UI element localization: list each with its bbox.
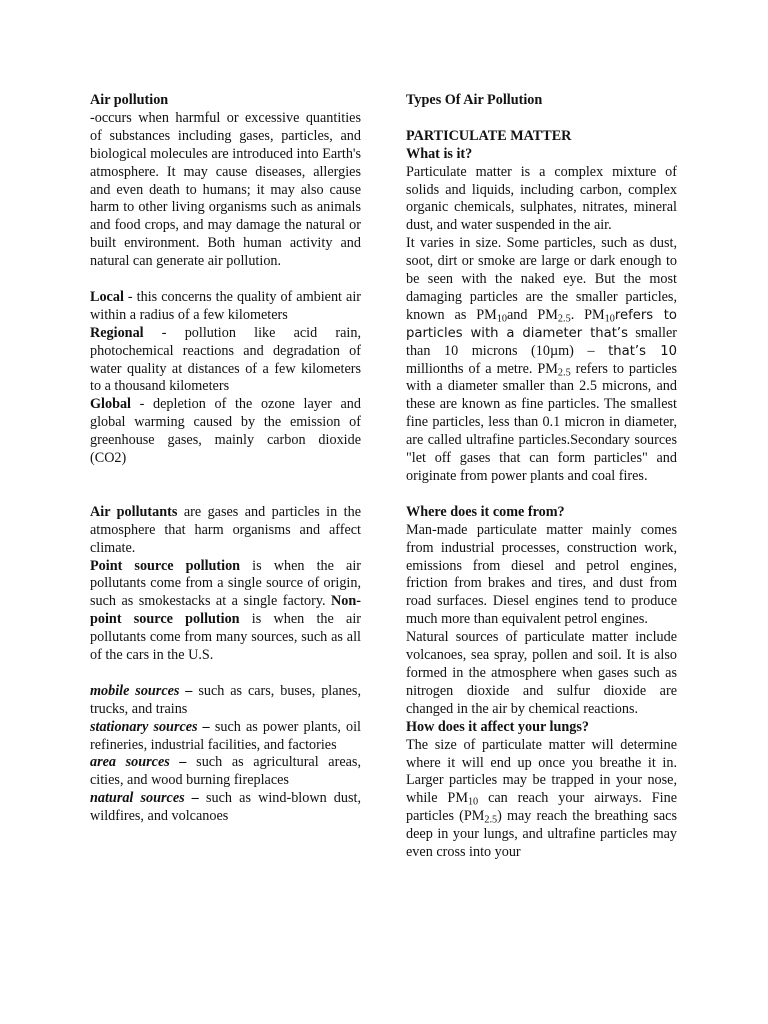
area-sources: area sources – such as agricultural areas, cities, and wood burning fireplaces: [90, 754, 361, 789]
mobile-sources: mobile sources – such as cars, buses, planes, trucks, and trains: [90, 682, 362, 717]
where-heading: Where does it come from?: [406, 503, 565, 520]
particulate-matter-heading: PARTICULATE MATTER: [406, 127, 572, 144]
global-term: Global: [90, 396, 131, 413]
point-source-paragraph: Point source pollution is when the air pollutants come from a single source of origin, such as smokestacks at a single factory. Non-point source pollution is when the air pollutants come from many sources, such as all of the cars in the U.S.: [90, 557, 361, 664]
air-pollutants-paragraph: Air pollutants are gases and particles in the atmosphere that harm organisms and affect climate.: [90, 503, 361, 556]
right-column: [406, 92, 677, 862]
local-scale: Local - this concerns the quality of ambient air within a radius of a few kilometers: [90, 288, 361, 323]
natural-sources: natural sources – such as wind-blown dust, wildfires, and volcanoes: [90, 790, 361, 825]
regional-term: Regional: [90, 324, 144, 341]
air-pollution-definition: -occurs when harmful or excessive quantities of substances including gases, particles, and biological molecules are introduced into Earth's atmosphere. It may cause diseases, allergies and even death to humans; it may also cause harm to other living organisms such as animals and food crops, and may damage the natural or built environment. Both human activity and natural can generate air pollution.: [90, 109, 361, 270]
left-column: [90, 92, 361, 826]
what-is-it-heading: What is it?: [406, 145, 473, 162]
where-paragraph-2: Natural sources of particulate matter include volcanoes, sea spray, pollen and soil. It is also formed in the atmosphere when gases such as nitrogen dioxide and sulfur dioxide are changed in the air by chemical reactions.: [406, 629, 677, 717]
where-paragraph-1: Man-made particulate matter mainly comes from industrial processes, construction work, emissions from diesel and petrol engines, friction from brakes and tires, and dust from road surfaces. Diesel engines tend to produce much more than equivalent petrol engines.: [406, 521, 677, 628]
what-is-it-paragraph-1: Particulate matter is a complex mixture of solids and liquids, including carbon, complex organic chemicals, sulphates, nitrates, mineral dust, and water suspended in the air.: [406, 163, 677, 234]
air-pollution-heading: Air pollution: [90, 92, 169, 108]
global-scale: Global - depletion of the ozone layer and global warming caused by the emission of greenhouse gases, mainly carbon dioxide (CO2): [90, 396, 361, 467]
regional-scale: Regional - pollution like acid rain, photochemical reactions and degradation of water quality at distances of a few kilometers to a thousand kilometers: [90, 324, 361, 395]
what-is-it-paragraph-2: It varies in size. Some particles, such as dust, soot, dirt or smoke are large or dark enough to be seen with the naked eye. But the most damaging particles are the smaller particles, known as $PM_{10}and$ $PM_{2.5}$. $PM_{10}refers$ to particles with a diameter that’s smaller than 10 microns (10µm) – that’s 10 millionths of a metre. $PM_{2.5}$ refers to particles with a diameter smaller than 2.5 microns, and these are known as fine particles. The smallest fine particles, less than 0.1 micron in diameter, are called ultrafine particles.Secondary sources "let off gases that can form particles" and originate from power plants and coal fires.: [406, 235, 677, 485]
local-term: Local: [90, 288, 124, 305]
types-title: Types Of Air Pollution: [406, 92, 543, 108]
lungs-heading: How does it affect your lungs?: [406, 718, 589, 735]
stationary-sources: stationary sources – such as power plants, oil refineries, industrial facilities, and factories: [90, 718, 361, 753]
lungs-paragraph: The size of particulate matter will determine where it will end up once you breathe it in. Larger particles may be trapped in your nose, while $PM_{10}$ can reach your airways. Fine particles $(PM_{2.5})$ may reach the breathing sacs deep in your lungs, and ultrafine particles may even cross into your: [406, 736, 677, 861]
